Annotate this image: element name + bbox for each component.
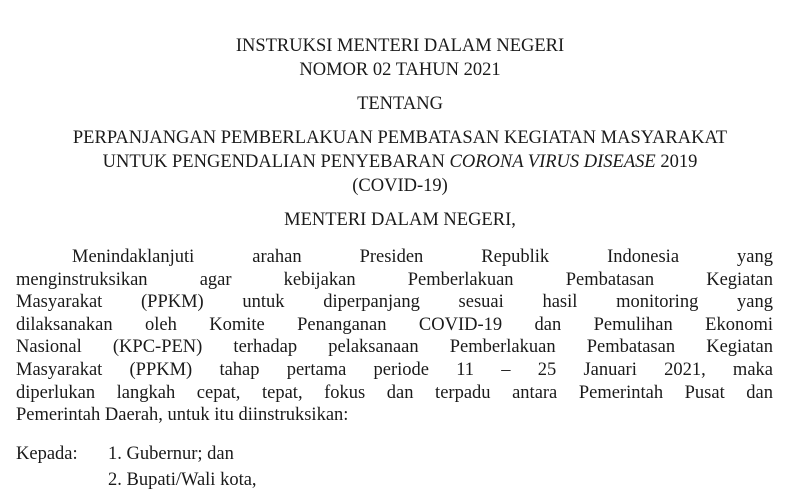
subject-line-1: PERPANJANGAN PEMBERLAKUAN PEMBATASAN KEGIATAN MASYARAKAT: [72, 128, 728, 148]
subject-line-2-start: UNTUK PENGENDALIAN PENYEBARAN: [102, 152, 450, 172]
paragraph-line: dilaksanakan oleh Komite Penanganan COVID-19 dan Pemulihan Ekonomi: [16, 314, 773, 335]
paragraph-line: menginstruksikan agar kebijakan Pemberlakuan Pembatasan Kegiatan: [16, 269, 773, 290]
paragraph-line: diperlukan langkah cepat, tepat, fokus dan terpadu antara Pemerintah Pusat dan: [16, 382, 773, 403]
document-number: NOMOR 02 TAHUN 2021: [299, 60, 501, 80]
paragraph-line: Pemerintah Daerah, untuk itu diinstruksikan:: [16, 405, 349, 426]
tentang-heading: TENTANG: [357, 94, 443, 114]
issuer-heading: MENTERI DALAM NEGERI,: [284, 210, 516, 230]
subject-line-3: (COVID-19): [352, 176, 448, 196]
recipients-label: Kepada:: [16, 444, 78, 464]
recipient-item: 1. Gubernur; dan: [108, 444, 234, 464]
subject-line-2-italic: CORONA VIRUS DISEASE: [449, 152, 656, 172]
document-title: INSTRUKSI MENTERI DALAM NEGERI: [235, 36, 565, 56]
paragraph-line: Nasional (KPC-PEN) terhadap pelaksanaan Pemberlakuan Pembatasan Kegiatan: [16, 337, 773, 358]
paragraph-line: Masyarakat (PPKM) untuk diperpanjang sesuai hasil monitoring yang: [16, 292, 773, 313]
subject-line-2-end: 2019: [655, 152, 698, 172]
paragraph-line: Menindaklanjuti arahan Presiden Republik Indonesia yang: [72, 247, 773, 267]
subject-line-2: [0, 152, 800, 173]
recipient-item: 2. Bupati/Wali kota,: [108, 470, 257, 490]
body-paragraph: [16, 246, 773, 427]
paragraph-line: Masyarakat (PPKM) tahap pertama periode 11 – 25 Januari 2021, maka: [16, 359, 773, 380]
